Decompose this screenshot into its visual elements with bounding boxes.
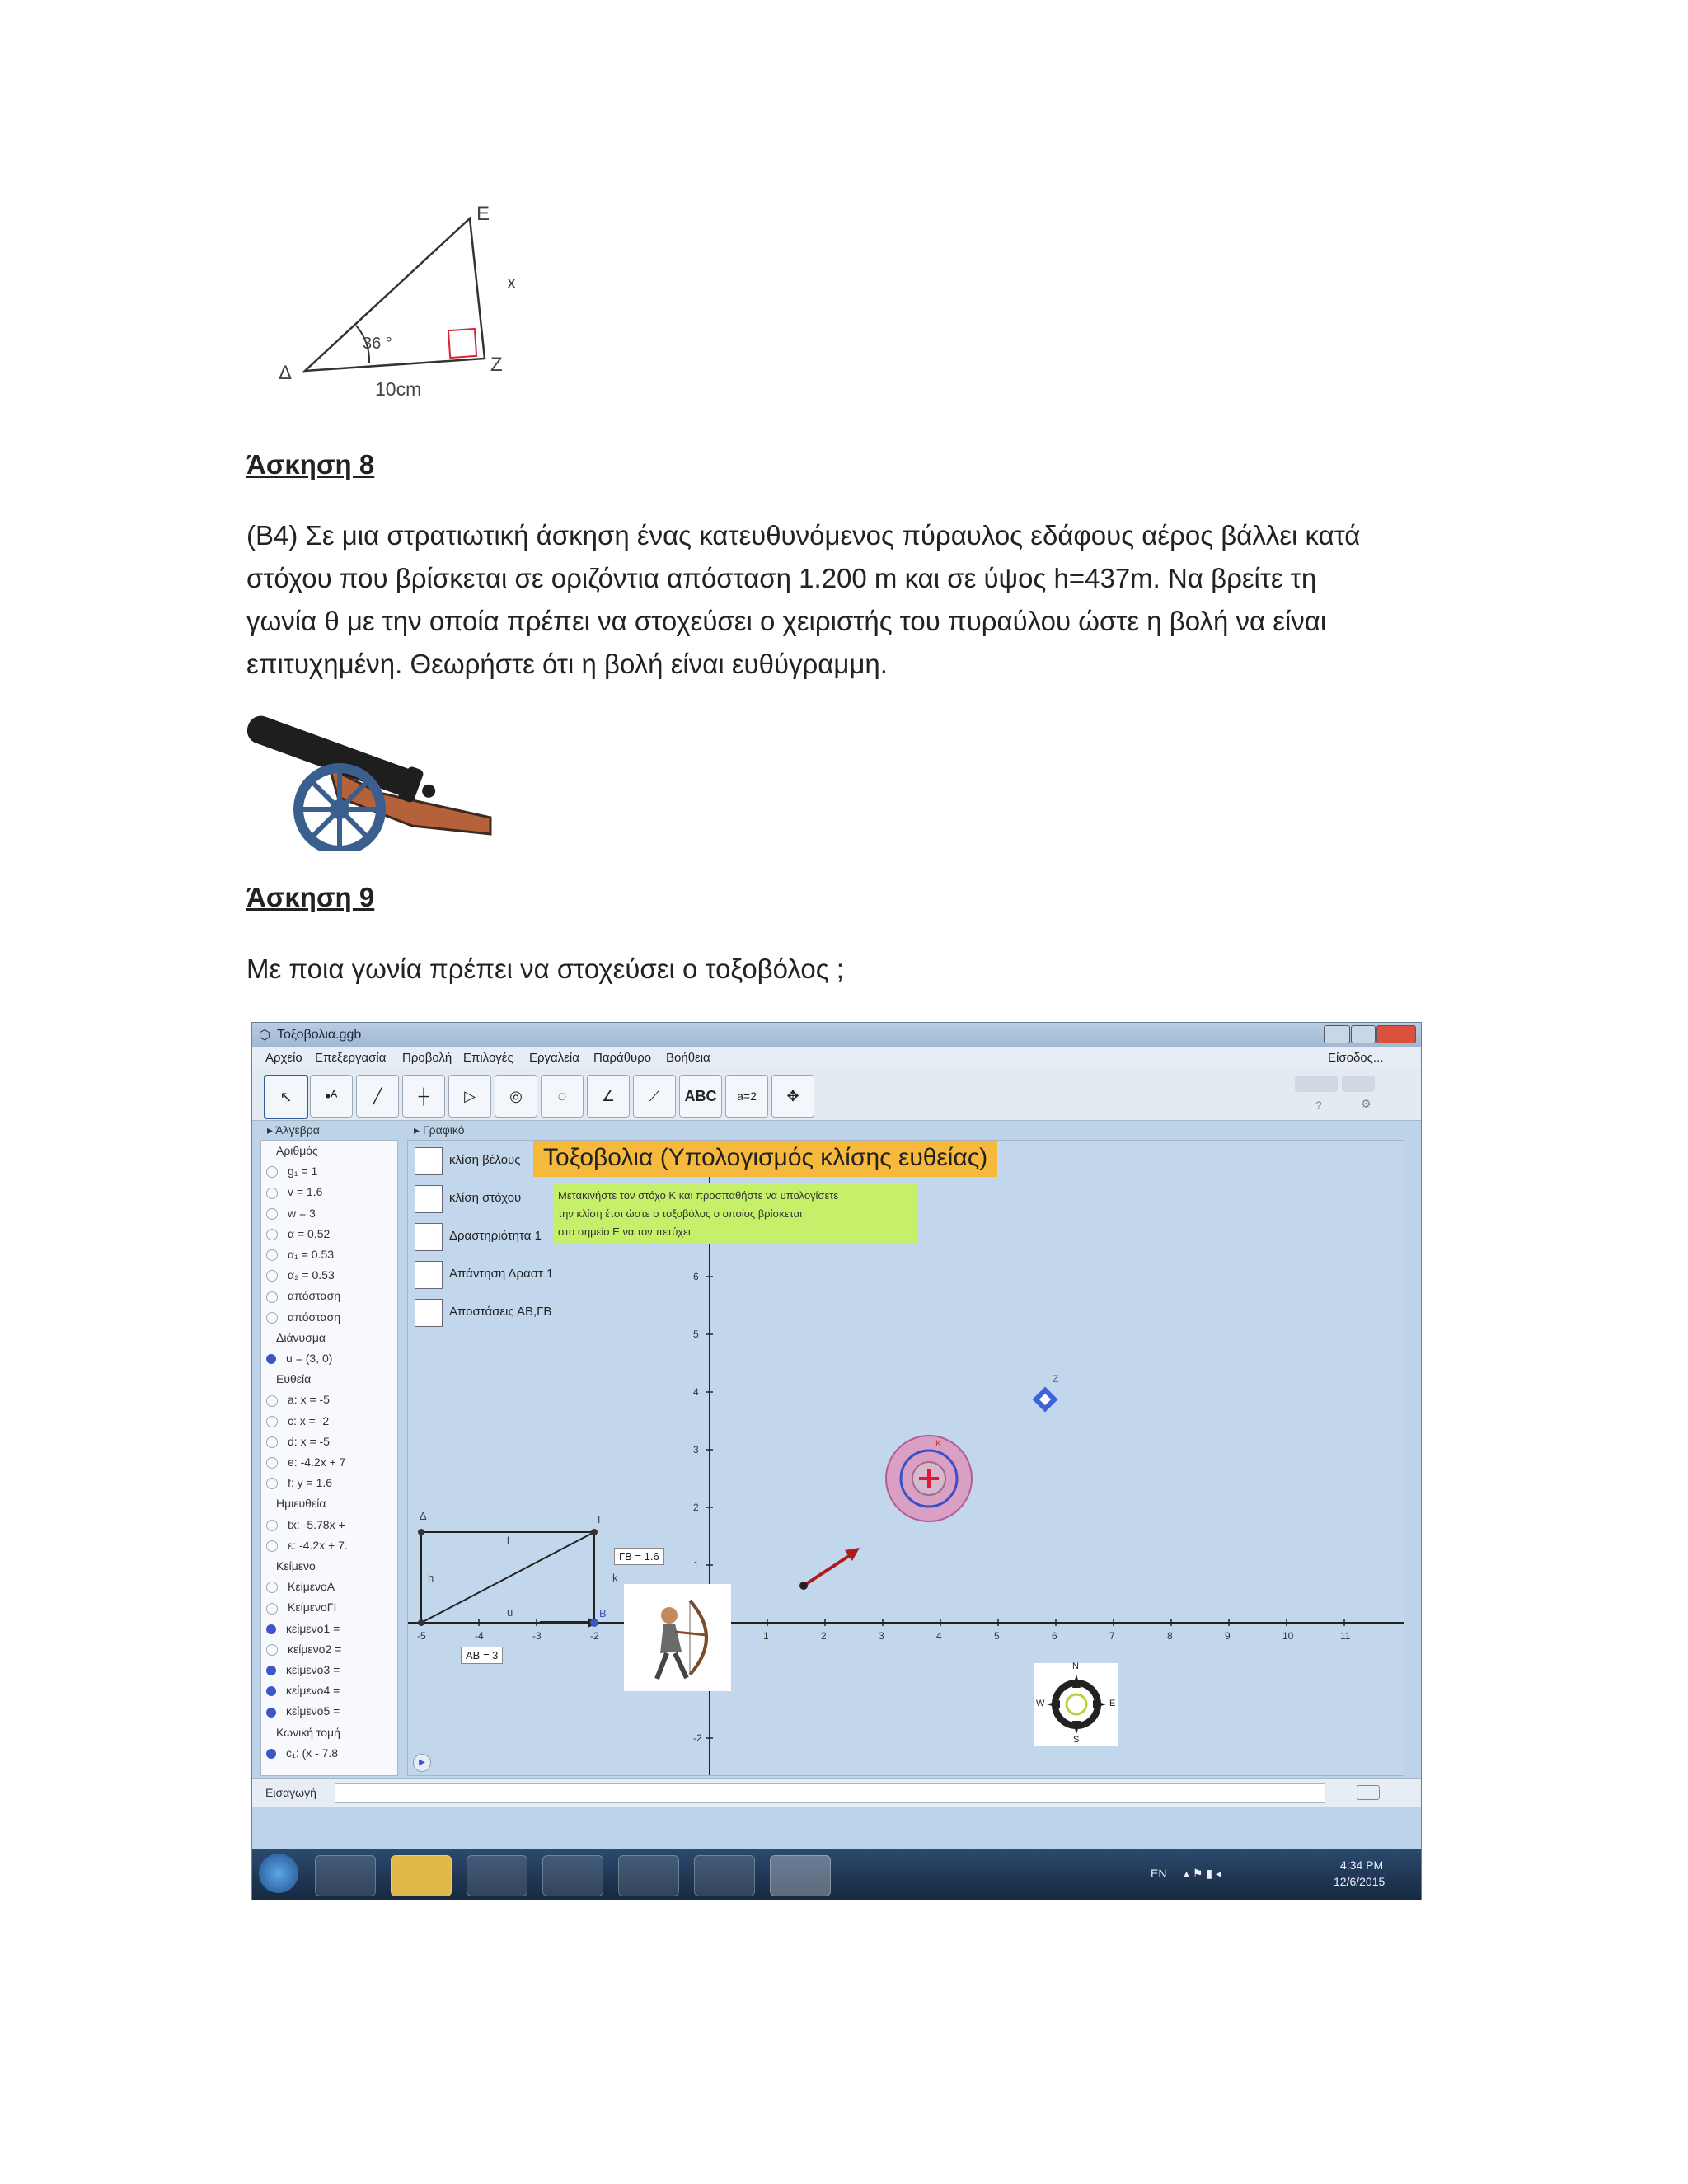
- x-tick-label: 11: [1340, 1630, 1351, 1642]
- ab-length-label: ΑΒ = 3: [461, 1647, 503, 1664]
- algebra-row[interactable]: [266, 1580, 335, 1593]
- checkbox-label: Αποστάσεις ΑΒ,ΓΒ: [449, 1305, 552, 1319]
- geogebra-taskbar-icon[interactable]: [770, 1855, 831, 1896]
- segment-k-label: k: [612, 1572, 618, 1584]
- algebra-row-label: tx: -5.78x +: [288, 1517, 345, 1531]
- visibility-toggle-icon[interactable]: [266, 1354, 276, 1364]
- algebra-row-label: κείμενο5 =: [286, 1704, 340, 1718]
- point-gamma-label: Γ: [598, 1513, 604, 1526]
- compass-e-label: E: [1109, 1699, 1116, 1708]
- x-tick-label: 9: [1225, 1630, 1231, 1642]
- algebra-row[interactable]: [266, 1663, 340, 1676]
- visibility-toggle-icon[interactable]: [266, 1229, 278, 1240]
- algebra-row-label: d: x = -5: [288, 1434, 330, 1448]
- algebra-row-label: κείμενο3 =: [286, 1663, 340, 1676]
- graphics-header-label: Γραφικό: [422, 1123, 465, 1137]
- compass-s-label: S: [1073, 1735, 1080, 1745]
- undo-icon[interactable]: [1295, 1076, 1338, 1092]
- algebra-row[interactable]: [266, 1352, 332, 1365]
- side-x-label: x: [507, 272, 516, 293]
- reflect-tool[interactable]: ⟋: [633, 1075, 676, 1118]
- visibility-toggle-icon[interactable]: [266, 1291, 278, 1303]
- algebra-row-label: απόσταση: [288, 1289, 341, 1303]
- algebra-row-label: α₂ = 0.53: [288, 1268, 335, 1282]
- algebra-row-label: f: y = 1.6: [288, 1476, 333, 1490]
- y-tick-label: 6: [693, 1271, 699, 1282]
- algebra-row-label: Διάνυσμα: [276, 1330, 326, 1344]
- point-b-label: B: [599, 1607, 607, 1619]
- algebra-row[interactable]: [276, 1726, 340, 1739]
- firefox-taskbar-icon[interactable]: [542, 1855, 603, 1896]
- visibility-toggle-icon[interactable]: [266, 1270, 278, 1282]
- algebra-view: [260, 1140, 398, 1776]
- algebra-row[interactable]: [266, 1393, 330, 1406]
- checkbox-label: Δραστηριότητα 1: [449, 1229, 542, 1243]
- instruction-line: στο σημείο Ε να τον πετύχει: [558, 1226, 691, 1238]
- help-icon[interactable]: ?: [1315, 1099, 1322, 1112]
- algebra-row[interactable]: [266, 1455, 345, 1469]
- menu-help[interactable]: Βοήθεια: [666, 1051, 710, 1065]
- algebra-row-label: απόσταση: [288, 1310, 341, 1324]
- vertex-delta-label: Δ: [279, 362, 293, 384]
- menu-tools[interactable]: Εργαλεία: [529, 1051, 579, 1065]
- y-tick-label: 4: [693, 1386, 699, 1398]
- x-tick-label: 10: [1282, 1630, 1294, 1642]
- menu-window[interactable]: Παράθυρο: [593, 1051, 652, 1065]
- menu-options[interactable]: Επιλογές: [463, 1051, 513, 1065]
- algebra-row[interactable]: [276, 1144, 318, 1157]
- line-tool[interactable]: ╱: [356, 1075, 399, 1118]
- menu-file[interactable]: Αρχείο: [265, 1051, 302, 1065]
- vertex-e-label: E: [476, 203, 490, 225]
- angle-tool[interactable]: ∠: [587, 1075, 630, 1118]
- exercise-8-line: στόχου που βρίσκεται σε οριζόντια απόσταση 1.200 m και σε ύψος h=437m. Να βρείτε τη: [246, 563, 1317, 593]
- algebra-row-label: κείμενο4 =: [286, 1684, 340, 1698]
- base-label: 10cm: [375, 378, 422, 400]
- archer-image: [624, 1584, 731, 1691]
- compass-w-label: W: [1036, 1699, 1045, 1708]
- text-tool[interactable]: ABC: [679, 1075, 722, 1118]
- algebra-row[interactable]: [266, 1248, 334, 1261]
- x-tick-label: 1: [763, 1630, 769, 1642]
- algebra-row[interactable]: [266, 1268, 335, 1282]
- y-tick-label: 5: [693, 1329, 699, 1340]
- login-link[interactable]: Είσοδος...: [1328, 1051, 1384, 1065]
- media-taskbar-icon[interactable]: [467, 1855, 528, 1896]
- visibility-toggle-icon[interactable]: [266, 1644, 278, 1656]
- ie-taskbar-icon[interactable]: [315, 1855, 376, 1896]
- visibility-toggle-icon[interactable]: [266, 1416, 278, 1427]
- exercise-8-heading: Άσκηση 8: [246, 449, 375, 480]
- algebra-row[interactable]: [266, 1704, 340, 1718]
- explorer-taskbar-icon[interactable]: [391, 1855, 452, 1896]
- word-taskbar-icon[interactable]: [694, 1855, 755, 1896]
- instruction-line: Μετακινήστε τον στόχο Κ και προσπαθήστε να υπολογίσετε: [558, 1189, 839, 1202]
- algebra-row-label: ε: -4.2x + 7.: [288, 1538, 348, 1552]
- language-indicator[interactable]: EN: [1151, 1867, 1167, 1880]
- algebra-row[interactable]: [266, 1414, 329, 1427]
- x-tick-label: -3: [532, 1630, 542, 1642]
- perpendicular-tool[interactable]: ┼: [402, 1075, 445, 1118]
- visibility-toggle-icon[interactable]: [266, 1208, 278, 1220]
- algebra-row-label: κείμενο2 =: [288, 1642, 342, 1656]
- x-tick-label: 7: [1109, 1630, 1115, 1642]
- y-tick-label: -2: [693, 1732, 702, 1744]
- algebra-row[interactable]: [266, 1684, 340, 1697]
- tray-icons[interactable]: ▴ ⚑ ▮ ◂: [1184, 1867, 1221, 1880]
- circle-tool[interactable]: ◎: [495, 1075, 537, 1118]
- algebra-row[interactable]: [266, 1185, 322, 1198]
- settings-gear-icon[interactable]: ⚙: [1361, 1097, 1372, 1110]
- algebra-row[interactable]: [266, 1539, 348, 1552]
- algebra-row[interactable]: [266, 1622, 340, 1635]
- visibility-toggle-icon[interactable]: [266, 1520, 278, 1531]
- clock-time: 4:34 PM: [1340, 1858, 1384, 1872]
- window-titlebar: [252, 1023, 1421, 1047]
- visibility-toggle-icon[interactable]: [266, 1540, 278, 1552]
- algebra-row[interactable]: [276, 1497, 326, 1510]
- input-bar: [252, 1778, 1421, 1807]
- algebra-row-label: c₁: (x - 7.8: [286, 1746, 339, 1760]
- x-tick-label: 4: [936, 1630, 942, 1642]
- algebra-view-header: ▸ Άλγεβρα: [267, 1123, 320, 1137]
- exercise-8-text: [246, 514, 1360, 686]
- graphics-view-header: ▸ Γραφικό: [414, 1123, 465, 1137]
- algebra-row[interactable]: [266, 1476, 332, 1489]
- tool-bar: [252, 1069, 1421, 1121]
- algebra-row[interactable]: [276, 1372, 311, 1385]
- visibility-toggle-icon[interactable]: [266, 1457, 278, 1469]
- checkbox-label: Απάντηση Δραστ 1: [449, 1267, 554, 1281]
- visibility-toggle-icon[interactable]: [266, 1708, 276, 1718]
- algebra-row[interactable]: [266, 1435, 330, 1448]
- algebra-row[interactable]: [266, 1746, 338, 1760]
- archer-icon: [624, 1584, 731, 1691]
- x-tick-label: 5: [994, 1630, 1000, 1642]
- x-tick-label: 3: [879, 1630, 884, 1642]
- y-tick-label: 3: [693, 1444, 699, 1455]
- visibility-toggle-icon[interactable]: [266, 1666, 276, 1675]
- point-z-label: Z: [1053, 1373, 1059, 1385]
- point-delta-label: Δ: [420, 1510, 427, 1522]
- visibility-toggle-icon[interactable]: [266, 1686, 276, 1696]
- compass-icon: [1034, 1663, 1118, 1746]
- algebra-row-label: ΚείμενοΓΙ: [288, 1601, 337, 1615]
- x-tick-label: 2: [821, 1630, 827, 1642]
- algebra-row[interactable]: [266, 1289, 340, 1302]
- checkbox-label: κλίση βέλους: [449, 1153, 521, 1167]
- x-tick-label: -4: [475, 1630, 484, 1642]
- x-tick-label: 6: [1052, 1630, 1057, 1642]
- segment-l-label: l: [507, 1535, 509, 1547]
- visibility-toggle-icon[interactable]: [266, 1188, 278, 1199]
- maximize-button[interactable]: [1351, 1025, 1376, 1043]
- cannon-illustration: [247, 710, 495, 851]
- compass-n-label: N: [1072, 1661, 1079, 1671]
- algebra-row[interactable]: [266, 1207, 316, 1220]
- visibility-toggle-icon[interactable]: [266, 1624, 276, 1634]
- conic-tool[interactable]: ◌: [541, 1075, 584, 1118]
- title-box: Τοξοβολια (Υπολογισμός κλίσης ευθείας): [533, 1140, 997, 1177]
- windows-taskbar: [252, 1849, 1421, 1900]
- exercise-8-line: επιτυχημένη. Θεωρήστε ότι η βολή είναι ευθύγραμμη.: [246, 649, 888, 679]
- algebra-row-label: w = 3: [288, 1206, 316, 1220]
- algebra-row-label: u = (3, 0): [286, 1352, 333, 1365]
- window-title: Τοξοβολια.ggb: [277, 1028, 362, 1042]
- algebra-row-label: a: x = -5: [288, 1393, 330, 1407]
- visibility-toggle-icon[interactable]: [266, 1166, 278, 1178]
- minimize-button[interactable]: [1324, 1025, 1350, 1043]
- visibility-toggle-icon[interactable]: [266, 1249, 278, 1261]
- algebra-row[interactable]: [266, 1165, 317, 1178]
- visibility-toggle-icon[interactable]: [266, 1582, 278, 1593]
- slider-tool[interactable]: a=2: [725, 1075, 768, 1118]
- polygon-tool[interactable]: ▷: [448, 1075, 491, 1118]
- exercise-8-line: (Β4) Σε μια στρατιωτική άσκηση ένας κατευθυνόμενος πύραυλος εδάφους αέρος βάλλει κατά: [246, 520, 1361, 551]
- graphics-view: [407, 1140, 1404, 1776]
- input-field[interactable]: [335, 1783, 1325, 1803]
- segment-h-label: h: [428, 1572, 434, 1584]
- x-tick-label: 8: [1167, 1630, 1173, 1642]
- move-view-tool[interactable]: ✥: [771, 1075, 814, 1118]
- visibility-toggle-icon[interactable]: [266, 1749, 276, 1759]
- y-tick-label: 1: [693, 1559, 699, 1571]
- algebra-row-label: c: x = -2: [288, 1413, 330, 1427]
- algebra-row[interactable]: [266, 1518, 345, 1531]
- geogebra-logo-icon: ⬡: [259, 1029, 270, 1043]
- visibility-toggle-icon[interactable]: [266, 1312, 278, 1324]
- visibility-toggle-icon[interactable]: [266, 1436, 278, 1448]
- close-button[interactable]: [1376, 1025, 1416, 1043]
- exercise-9-heading: Άσκηση 9: [246, 882, 375, 912]
- algebra-row-label: Αριθμός: [276, 1144, 318, 1157]
- algebra-row-label: α₁ = 0.53: [288, 1248, 335, 1261]
- algebra-row-label: Ευθεία: [276, 1372, 312, 1386]
- point-tool[interactable]: •ᴬ: [310, 1075, 353, 1118]
- algebra-row[interactable]: [266, 1601, 336, 1614]
- algebra-row-label: Κείμενο: [276, 1559, 316, 1572]
- algebra-row-label: ΚείμενοΑ: [288, 1580, 335, 1594]
- algebra-header-label: Άλγεβρα: [275, 1123, 320, 1137]
- start-button-icon[interactable]: [259, 1854, 298, 1893]
- input-label: Εισαγωγή: [265, 1786, 316, 1799]
- exercise-8-line: γωνία θ με την οποία πρέπει να στοχεύσει ο χειριστής του πυραύλου ώστε η βολή να είναι: [246, 606, 1327, 636]
- algebra-row-label: Ημιευθεία: [276, 1497, 326, 1511]
- algebra-row-label: Κωνική τομή: [276, 1725, 340, 1739]
- algebra-row-label: α = 0.52: [288, 1226, 331, 1240]
- triangle-construction: [408, 1141, 1404, 1775]
- exercise-9-question: Με ποια γωνία πρέπει να στοχεύσει ο τοξοβόλος ;: [246, 954, 844, 984]
- triangle-figure: [264, 202, 536, 416]
- angle-label: 36 °: [363, 335, 392, 353]
- visibility-toggle-icon[interactable]: [266, 1395, 278, 1407]
- redo-icon[interactable]: [1342, 1076, 1375, 1092]
- algebra-row[interactable]: [276, 1331, 326, 1344]
- vector-u-label: u: [507, 1606, 513, 1619]
- algebra-row[interactable]: [266, 1227, 330, 1240]
- clock-date: 12/6/2015: [1334, 1875, 1386, 1888]
- menu-view[interactable]: Προβολή: [402, 1051, 452, 1065]
- compass-image: [1034, 1663, 1118, 1746]
- checkbox-label: κλίση στόχου: [449, 1191, 522, 1205]
- play-button[interactable]: ▶: [413, 1754, 431, 1772]
- visibility-toggle-icon[interactable]: [266, 1603, 278, 1615]
- y-tick-label: 2: [693, 1502, 699, 1513]
- algebra-row-label: v = 1.6: [288, 1185, 323, 1199]
- geogebra-window: [251, 1022, 1422, 1900]
- vertex-z-label: Z: [490, 354, 503, 376]
- algebra-row[interactable]: [266, 1643, 341, 1656]
- instruction-line: την κλίση έτσι ώστε ο τοξοβόλος ο οποίος βρίσκεται: [558, 1207, 803, 1220]
- move-tool[interactable]: ↖: [264, 1075, 308, 1119]
- algebra-row[interactable]: [276, 1559, 316, 1572]
- algebra-row-label: g₁ = 1: [288, 1165, 318, 1179]
- x-tick-label: -2: [590, 1630, 599, 1642]
- x-tick-label: -5: [417, 1630, 426, 1642]
- target-k-label: K: [935, 1439, 942, 1449]
- keyboard-icon[interactable]: [1357, 1785, 1380, 1800]
- menu-edit[interactable]: Επεξεργασία: [315, 1051, 387, 1065]
- visibility-toggle-icon[interactable]: [266, 1478, 278, 1489]
- algebra-row-label: κείμενο1 =: [286, 1621, 340, 1635]
- chrome-taskbar-icon[interactable]: [618, 1855, 679, 1896]
- algebra-row[interactable]: [266, 1310, 340, 1324]
- menu-bar: [252, 1047, 1421, 1069]
- gb-length-label: ΓΒ = 1.6: [614, 1548, 664, 1565]
- algebra-row-label: e: -4.2x + 7: [288, 1455, 346, 1469]
